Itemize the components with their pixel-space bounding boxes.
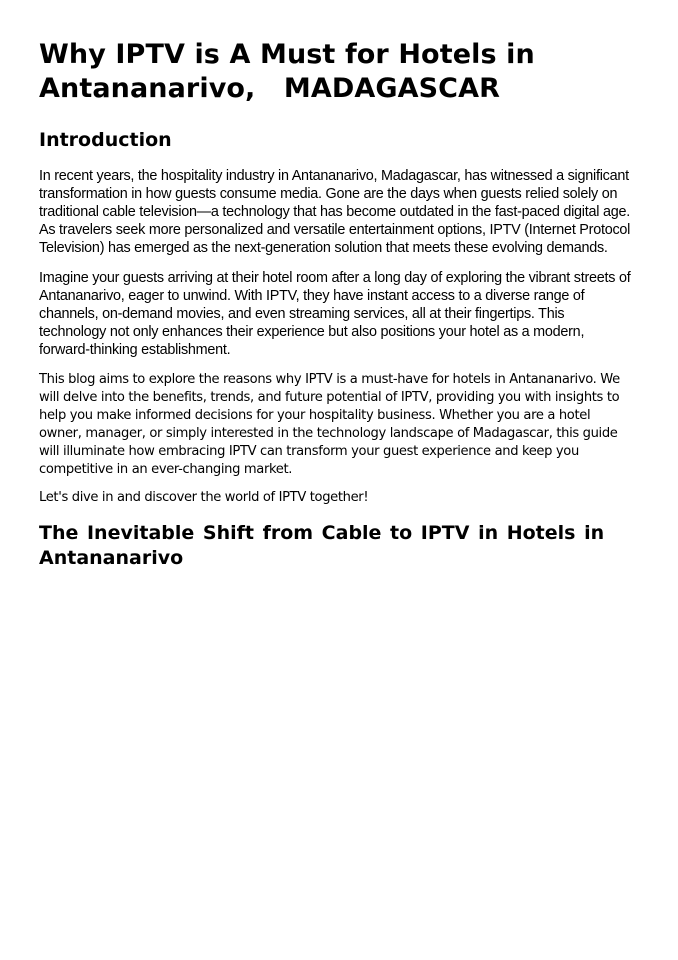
introduction-heading: Introduction bbox=[39, 129, 172, 151]
paragraph-4: Let's dive in and discover the world of IPTV together! bbox=[39, 490, 369, 505]
section-heading: The Inevitable Shift from Cable to IPTV in Hotels in Antananarivo bbox=[39, 522, 605, 569]
paragraph-2: Imagine your guests arriving at their hotel room after a long day of exploring the vibrant streets of Antananarivo, eager to unwind. With IPTV, they have instant access to a diverse range of channels, on-demand movies, and even streaming services, all at their fingertips. This technology not only enhances their experience but also positions your hotel as a modern, forward-thinking establishment. bbox=[39, 270, 631, 358]
paragraph-3: This blog aims to explore the reasons why IPTV is a must-have for hotels in Antananarivo. We will delve into the benefits, trends, and future potential of IPTV, providing you with insights to help you make informed decisions for your hospitality business. Whether you are a hotel owner, manager, or simply interested in the technology landscape of Madagascar, this guide will illuminate how embracing IPTV can transform your guest experience and keep you competitive in an ever-changing market. bbox=[39, 372, 620, 477]
document-page bbox=[39, 38, 635, 571]
paragraph-1: In recent years, the hospitality industry in Antananarivo, Madagascar, has witnessed a significant transformation in how guests consume media. Gone are the days when guests relied solely on traditional cable television—a technology that has become outdated in the fast-paced digital age. As travelers seek more personalized and versatile entertainment options, IPTV (Internet Protocol Television) has emerged as the next-generation solution that meets these evolving demands. bbox=[39, 168, 631, 256]
document-title: Why IPTV is A Must for Hotels in Antananarivo, MADAGASCAR bbox=[39, 39, 545, 104]
